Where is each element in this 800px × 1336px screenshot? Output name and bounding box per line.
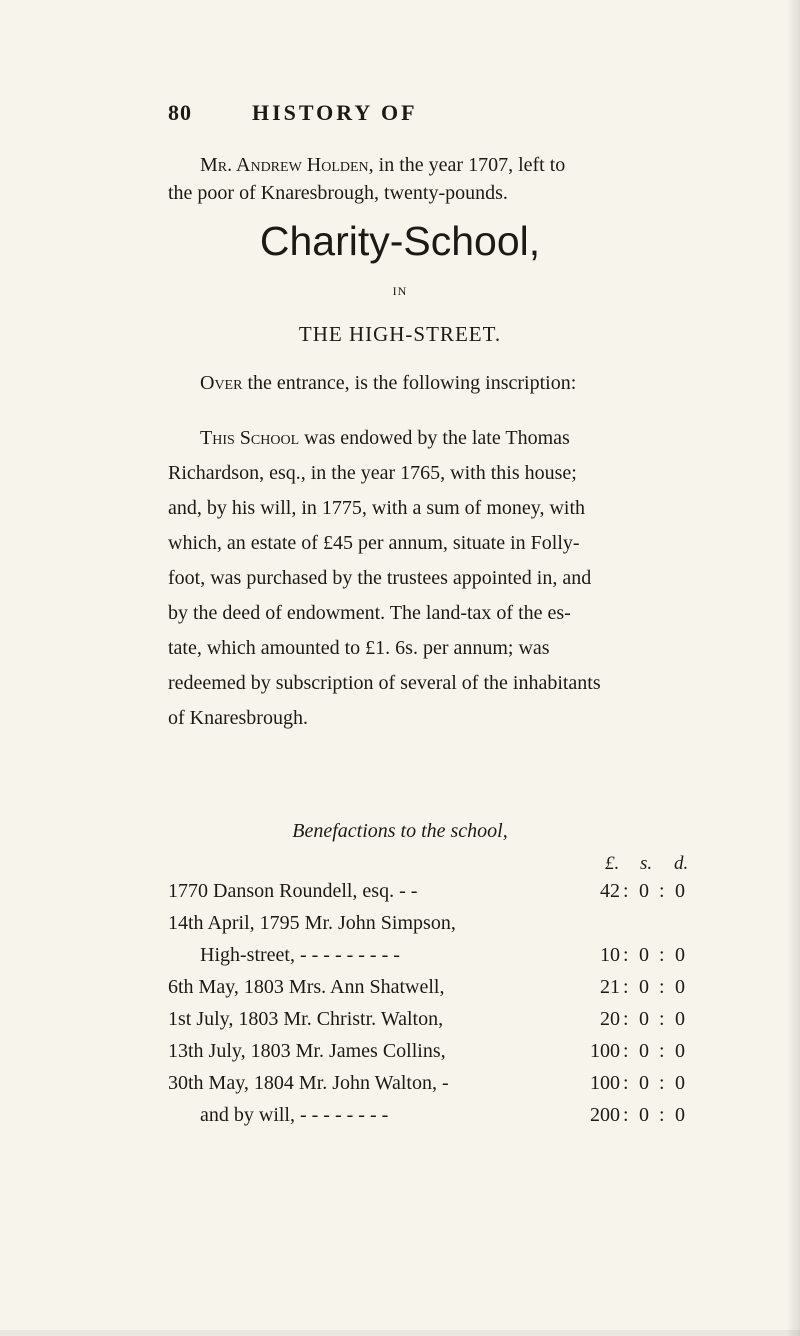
pence: 0 bbox=[675, 944, 685, 966]
benefaction-row bbox=[0, 1004, 800, 1034]
benefactions-heading: Benefactions to the school, bbox=[292, 820, 508, 842]
holden-name: Mr. Andrew Holden, bbox=[200, 154, 374, 176]
section-subtitle-in: IN bbox=[392, 284, 408, 298]
inscription-lead: Over bbox=[200, 372, 243, 394]
benefactor: 1770 Danson Roundell, esq. - - bbox=[168, 880, 418, 902]
column-head-pence: d. bbox=[674, 853, 689, 874]
colon: : bbox=[623, 1040, 629, 1062]
school-line: which, an estate of £45 per annum, situate in Folly- bbox=[168, 532, 580, 554]
colon: : bbox=[659, 1072, 665, 1094]
school-line: foot, was purchased by the trustees appointed in, and bbox=[168, 567, 592, 589]
holden-line-1 bbox=[200, 152, 780, 178]
benefaction-row bbox=[0, 940, 800, 970]
inscription-line bbox=[200, 370, 780, 396]
pounds: 42 bbox=[600, 880, 620, 902]
pounds: 21 bbox=[600, 976, 620, 998]
running-title: HISTORY OF bbox=[252, 100, 418, 125]
school-line-1 bbox=[200, 425, 780, 451]
pounds: 100 bbox=[590, 1072, 620, 1094]
school-line: Richardson, esq., in the year 1765, with this house; bbox=[168, 462, 577, 484]
shillings: 0 bbox=[639, 1072, 649, 1094]
school-line-1-rest: was endowed by the late Thomas bbox=[299, 427, 570, 449]
shillings: 0 bbox=[639, 1104, 649, 1126]
school-line: and, by his will, in 1775, with a sum of money, with bbox=[168, 497, 586, 519]
pence: 0 bbox=[675, 1040, 685, 1062]
column-head-pounds: £. bbox=[605, 853, 620, 874]
benefaction-row bbox=[0, 1036, 800, 1066]
holden-line-2: the poor of Knaresbrough, twenty-pounds. bbox=[168, 182, 508, 204]
pence: 0 bbox=[675, 1104, 685, 1126]
pence: 0 bbox=[675, 1008, 685, 1030]
pounds: 20 bbox=[600, 1008, 620, 1030]
school-line: redeemed by subscription of several of the inhabitants bbox=[168, 672, 601, 694]
benefactor: and by will, - - - - - - - - bbox=[200, 1104, 389, 1126]
benefactor: 13th July, 1803 Mr. James Collins, bbox=[168, 1040, 446, 1062]
benefaction-row bbox=[0, 876, 800, 906]
pence: 0 bbox=[675, 880, 685, 902]
colon: : bbox=[623, 880, 629, 902]
section-subtitle-street: THE HIGH-STREET. bbox=[298, 322, 502, 346]
colon: : bbox=[623, 1008, 629, 1030]
colon: : bbox=[623, 1072, 629, 1094]
shillings: 0 bbox=[639, 944, 649, 966]
school-line: of Knaresbrough. bbox=[168, 707, 308, 729]
colon: : bbox=[659, 880, 665, 902]
colon: : bbox=[623, 944, 629, 966]
school-lead: This School bbox=[200, 427, 300, 449]
colon: : bbox=[623, 976, 629, 998]
colon: : bbox=[659, 1104, 665, 1126]
colon: : bbox=[659, 976, 665, 998]
benefaction-row bbox=[0, 1068, 800, 1098]
holden-line-1-rest: in the year 1707, left to bbox=[373, 154, 566, 176]
shillings: 0 bbox=[639, 1040, 649, 1062]
pence: 0 bbox=[675, 1072, 685, 1094]
shillings: 0 bbox=[639, 1008, 649, 1030]
inscription-rest: the entrance, is the following inscription: bbox=[242, 372, 577, 394]
colon: : bbox=[623, 1104, 629, 1126]
colon: : bbox=[659, 944, 665, 966]
column-head-shillings: s. bbox=[640, 853, 653, 874]
benefactor: 1st July, 1803 Mr. Christr. Walton, bbox=[168, 1008, 444, 1030]
pounds: 100 bbox=[590, 1040, 620, 1062]
colon: : bbox=[659, 1008, 665, 1030]
benefactor: 6th May, 1803 Mrs. Ann Shatwell, bbox=[168, 976, 445, 998]
benefactor: High-street, - - - - - - - - - bbox=[200, 944, 400, 966]
pence: 0 bbox=[675, 976, 685, 998]
pounds: 200 bbox=[590, 1104, 620, 1126]
page-edge-shadow bbox=[786, 0, 800, 1336]
colon: : bbox=[659, 1040, 665, 1062]
benefaction-row bbox=[0, 908, 800, 938]
school-line: by the deed of endowment. The land-tax of the es- bbox=[168, 602, 571, 624]
benefactor: 14th April, 1795 Mr. John Simpson, bbox=[168, 912, 456, 934]
page-number: 80 bbox=[168, 100, 192, 125]
school-line: tate, which amounted to £1. 6s. per annum; was bbox=[168, 637, 550, 659]
pounds: 10 bbox=[600, 944, 620, 966]
shillings: 0 bbox=[639, 976, 649, 998]
shillings: 0 bbox=[639, 880, 649, 902]
benefaction-row bbox=[0, 1100, 800, 1130]
page-bottom-shadow bbox=[0, 1330, 800, 1336]
benefactor: 30th May, 1804 Mr. John Walton, - bbox=[168, 1072, 449, 1094]
section-title: Charity-School, bbox=[259, 218, 541, 264]
benefaction-row bbox=[0, 972, 800, 1002]
